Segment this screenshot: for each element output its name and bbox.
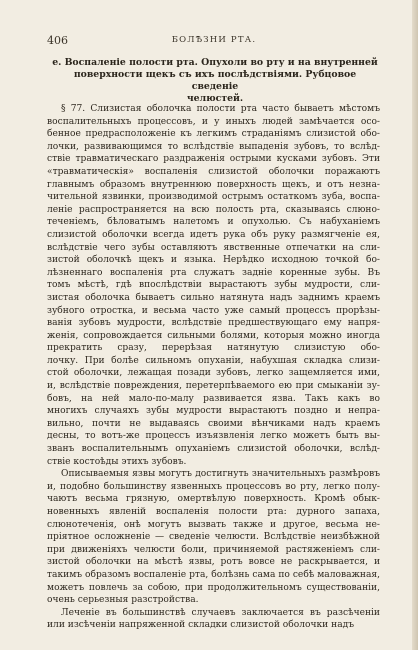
text-line: зистой оболочки на мѣстѣ язвы, ротъ вовсе не раскрывается, и	[47, 557, 380, 568]
text-line: многихъ случаяхъ зубы мудрости вырастаютъ поздно и непра-	[47, 406, 380, 417]
text-line: пріятное осложненіе — сведеніе челюсти. Вслѣдствіе неизбѣжной	[47, 532, 380, 543]
text-line: можетъ повлечь за собою, при продолжительномъ существованіи,	[47, 582, 380, 593]
section-heading-line: е. Воспаленіе полости рта. Опухоли во рту и на внутренней	[52, 57, 378, 68]
text-line: вслѣдствіе чего зубы оставляютъ явственные отпечатки на сли-	[47, 242, 380, 253]
text-line: лочки, развивающимся то вслѣдствіе выпаденія зубовъ, то вслѣд-	[47, 141, 380, 152]
text-line: чительной язвинки, производимой острымъ остаткомъ зуба, воспа-	[47, 192, 380, 203]
text-line: десны, то вотъ-же процессъ изъязвленія легко можетъ быть вы-	[47, 431, 380, 442]
running-head-title: БОЛѢЗНИ РТА.	[171, 35, 257, 45]
text-line: слюнотеченія, онѣ могутъ вызвать также и другое, весьма не-	[47, 519, 380, 530]
text-line: вильно, почти не выдаваясь своими вѣнчиками надъ краемъ	[47, 418, 380, 429]
section-heading	[52, 57, 378, 105]
text-line: «травматическія» воспаленія слизистой оболочки поражаютъ	[47, 166, 380, 177]
paragraph	[47, 103, 380, 468]
text-line: Описываемыя язвы могутъ достигнуть значительныхъ размѣровъ	[61, 469, 380, 480]
text-line: ствіе травматическаго раздраженія острыми кусками зубовъ. Эти	[47, 154, 380, 165]
page-number: 406	[47, 34, 68, 47]
paragraph	[47, 468, 380, 607]
text-line: и, вслѣдствіе повреждения, перетерпѣваемого ею при смыканіи зу-	[47, 381, 380, 392]
text-line: или изсѣченіи напряженной складки слизистой оболочки надъ	[47, 620, 355, 631]
text-line: ванія зубовъ мудрости, вслѣдствіе предшествующаго ему напря-	[47, 318, 380, 329]
text-line: главнымъ образомъ внутреннюю поверхность щекъ, и отъ незна-	[47, 179, 380, 190]
text-line: бовъ, на ней мало-по-малу развивается язва. Такъ какъ во	[47, 393, 380, 404]
section-heading-line: челюстей.	[186, 93, 244, 104]
text-line: чаютъ весьма грязную, омертвѣлую поверхность. Кромѣ обык-	[47, 494, 380, 505]
text-line: ствіе костоѣды этихъ зубовъ.	[47, 456, 187, 467]
text-line: стой оболочки, лежащая позади зубовъ, легко защемляется ими,	[47, 368, 380, 379]
text-line: лѣзненнаго воспаленія рта служатъ заднiе коренные зубы. Въ	[47, 267, 380, 278]
text-line: зистая оболочка бываетъ сильно натянута надъ заднимъ краемъ	[47, 292, 380, 303]
text-line: очень серьезныя разстройства.	[47, 595, 199, 606]
text-line: лочку. При болѣе сильномъ опуханіи, набухшая складка слизи-	[47, 355, 380, 366]
page-edge-shadow	[412, 0, 418, 650]
text-line: новенныхъ явленій воспаленія полости рта: дурного запаха,	[47, 507, 380, 517]
section-heading-line: поверхности щекъ съ ихъ послѣдствіями. Рубцовое сведеніе	[73, 69, 357, 92]
text-line: при движеніяхъ челюсти боли, причиняемой растяженіемъ сли-	[47, 544, 380, 555]
text-line: и, подобно большинству язвенныхъ процессовъ во рту, легко полу-	[47, 481, 380, 492]
paragraph	[47, 607, 380, 632]
text-line: женія, сопровождается сильными болями, которыя можно иногда	[47, 330, 380, 341]
text-line: прекратить сразу, перерѣзая натянутую слизистую обо-	[47, 343, 380, 354]
text-line: леніе распространяется на всю полость рта, сказываясь слюно-	[47, 204, 380, 215]
text-line: званъ воспалительнымъ опуханіемъ слизистой оболочки, вслѣд-	[47, 444, 380, 455]
text-line: зубного отростка, и весьма часто уже самый процессъ прорѣзы-	[47, 305, 380, 316]
running-head	[47, 34, 381, 48]
text-line: теченіемъ, бѣловатымъ налетомъ и опухолью. Съ набуханіемъ	[47, 217, 380, 228]
text-line: бенное предрасположеніе къ легкимъ страданіямъ слизистой обо-	[47, 129, 380, 140]
body-text	[47, 103, 380, 632]
text-line: Леченіе въ большинствѣ случаевъ заключается въ разсѣченіи	[61, 607, 380, 618]
text-line: слизистой оболочки всегда идетъ рука объ руку размягченіе ея,	[47, 229, 380, 240]
text-line: такимъ образомъ воспаленіе рта, болѣзнь сама по себѣ маловажная,	[47, 569, 380, 580]
text-line: § 77. Слизистая оболочка полости рта часто бываетъ мѣстомъ	[61, 104, 380, 114]
text-line: воспалительныхъ процессовъ, и у иныхъ людей замѣчается осо-	[47, 116, 380, 127]
text-line: томъ мѣстѣ, гдѣ впослѣдствіи вырастаютъ зубы мудрости, сли-	[47, 280, 380, 291]
text-line: зистой оболочкѣ щекъ и языка. Нерѣдко исходною точкой бо-	[47, 255, 380, 266]
